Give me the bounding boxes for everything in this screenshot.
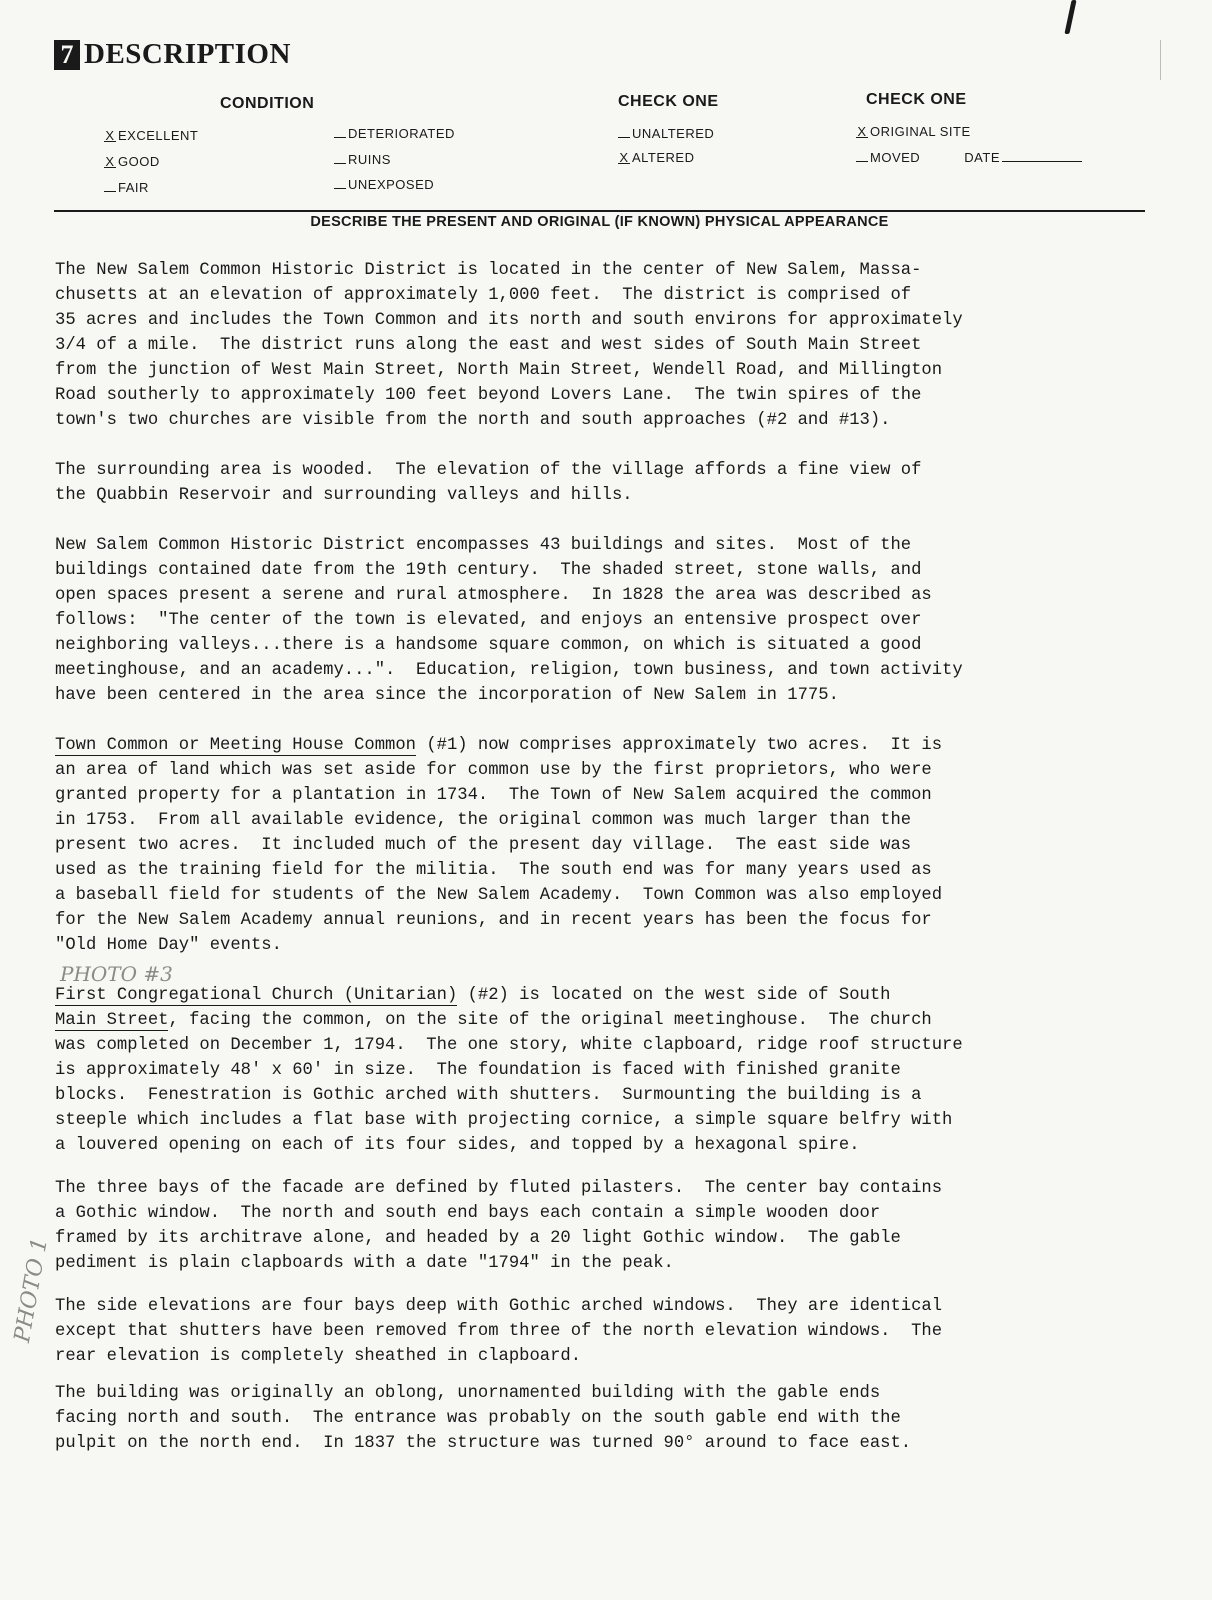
checkbox-mark (334, 188, 346, 189)
date-label: DATE (964, 150, 1001, 165)
church-title: First Congregational Church (Unitarian) (55, 986, 458, 1005)
paragraph-town-common (55, 733, 1155, 958)
site-original (856, 124, 971, 139)
option-label: EXCELLENT (118, 128, 199, 143)
handwritten-note-photo1: PHOTO 1 (10, 1235, 53, 1345)
condition-excellent (104, 128, 198, 143)
checkbox-mark: X (105, 154, 115, 169)
option-label: GOOD (118, 154, 160, 169)
option-label: ORIGINAL SITE (870, 124, 971, 139)
paragraph-district: New Salem Common Historic District encompasses 43 buildings and sites. Most of the buildings contained date from the 19th century. The shaded street, stone walls, and open spaces present a serene and rural atmosphere. In 1828 the area was described as follows: "The center of the town is elevated, and enjoys an entensive prospect over neighboring valleys...there is a handsome square common, on which is situated a good meetinghouse, and an academy...". Education, religion, town business, and town activity have been centered in the area since the incorporation of New Salem in 1775. (55, 536, 963, 705)
paragraph-location: The New Salem Common Historic District is located in the center of New Salem, Massa- chusetts at an elevation of approximately 1,000 feet. The district is comprised of 35 acres and includes the Town Common and its north and south environs for approximately 3/4 of a mile. The district runs along the east and west sides of South Main Street from the junction of West Main Street, North Main Street, Wendell Road, and Millington Road southerly to approximately 100 feet beyond Lovers Lane. The twin spires of the town's two churches are visible from the north and south approaches (#2 and #13). (55, 261, 963, 430)
option-label: UNEXPOSED (348, 177, 435, 192)
section-number: 7 (54, 40, 80, 70)
paragraph-church (55, 983, 1155, 1158)
checkbox-mark: X (619, 150, 629, 165)
handwritten-note-photo3: PHOTO #3 (60, 962, 173, 986)
condition-ruins (334, 152, 391, 167)
alteration-heading: CHECK ONE (618, 93, 719, 110)
condition-heading: CONDITION (220, 95, 315, 112)
site-moved (856, 150, 1082, 165)
margin-line (1160, 40, 1161, 80)
church-text-2: , facing the common, on the site of the original meetinghouse. The church was completed on December 1, 1794. The one story, white clapboard, ridge roof structure is approximately 48' x 60' in size. The foundation is faced with finished granite blocks. Fenestration is Gothic arched with shutters. Surmounting the building is a steeple which includes a flat base with projecting cornice, a simple square belfry with a louvered opening on each of its four sides, and topped by a hexagonal spire. (55, 1011, 963, 1155)
town-common-text: (#1) now comprises approximately two acres. It is an area of land which was set aside for common use by the first proprietors, who were granted property for a plantation in 1734. The Town of New Salem acquired the common in 1753. From all available evidence, the original common was much larger than the present two acres. It included much of the present day village. The east side was used as the training field for the militia. The south end was for many years used as a baseball field for students of the New Salem Academy. Town Common was also employed for the New Salem Academy annual reunions, and in recent years has been the focus for "Old Home Day" events. (55, 736, 943, 955)
condition-unexposed (334, 177, 434, 192)
option-label: RUINS (348, 152, 391, 167)
describe-heading: DESCRIBE THE PRESENT AND ORIGINAL (IF KNOWN) PHYSICAL APPEARANCE (310, 214, 889, 230)
checkbox-mark: X (857, 124, 867, 139)
checkbox-mark (104, 191, 116, 192)
checkbox-mark (856, 161, 868, 162)
church-title-cont: Main Street (55, 1011, 169, 1030)
paragraph-facade: The three bays of the facade are defined by fluted pilasters. The center bay contains a Gothic window. The north and south end bays each contain a simple wooden door framed by its architrave alone, and headed by a 20 light Gothic window. The gable pediment is plain clapboards with a date "1794" in the peak. (55, 1179, 943, 1273)
paragraph-side-elevations: The side elevations are four bays deep with Gothic arched windows. They are identical except that shutters have been removed from three of the north elevation windows. The rear elevation is completely sheathed in clapboard. (55, 1297, 943, 1366)
option-label: FAIR (118, 180, 149, 195)
town-common-title: Town Common or Meeting House Common (55, 736, 416, 755)
condition-good (104, 154, 160, 169)
section-header (54, 38, 291, 71)
site-heading: CHECK ONE (866, 91, 967, 108)
option-label: UNALTERED (632, 126, 715, 141)
option-label: DETERIORATED (348, 126, 455, 141)
date-field (1002, 150, 1082, 162)
paragraph-surroundings: The surrounding area is wooded. The elevation of the village affords a fine view of the Quabbin Reservoir and surrounding valleys and hills. (55, 461, 922, 505)
option-label: MOVED (870, 150, 921, 165)
paragraph-original-building: The building was originally an oblong, unornamented building with the gable ends facing north and south. The entrance was probably on the south gable end with the pulpit on the north end. In 1837 the structure was turned 90° around to face east. (55, 1384, 912, 1453)
pen-mark (1064, 0, 1076, 34)
divider-rule (54, 210, 1145, 212)
checkbox-mark (618, 137, 630, 138)
church-text-1: (#2) is located on the west side of South (467, 986, 891, 1005)
checkbox-mark: X (105, 128, 115, 143)
section-title: DESCRIPTION (84, 38, 291, 70)
condition-deteriorated (334, 126, 455, 141)
option-label: ALTERED (632, 150, 695, 165)
alteration-unaltered (618, 126, 714, 141)
description-body (55, 258, 1155, 1456)
checkbox-mark (334, 163, 346, 164)
checkbox-mark (334, 137, 346, 138)
condition-fair (104, 180, 149, 195)
alteration-altered (618, 150, 695, 165)
